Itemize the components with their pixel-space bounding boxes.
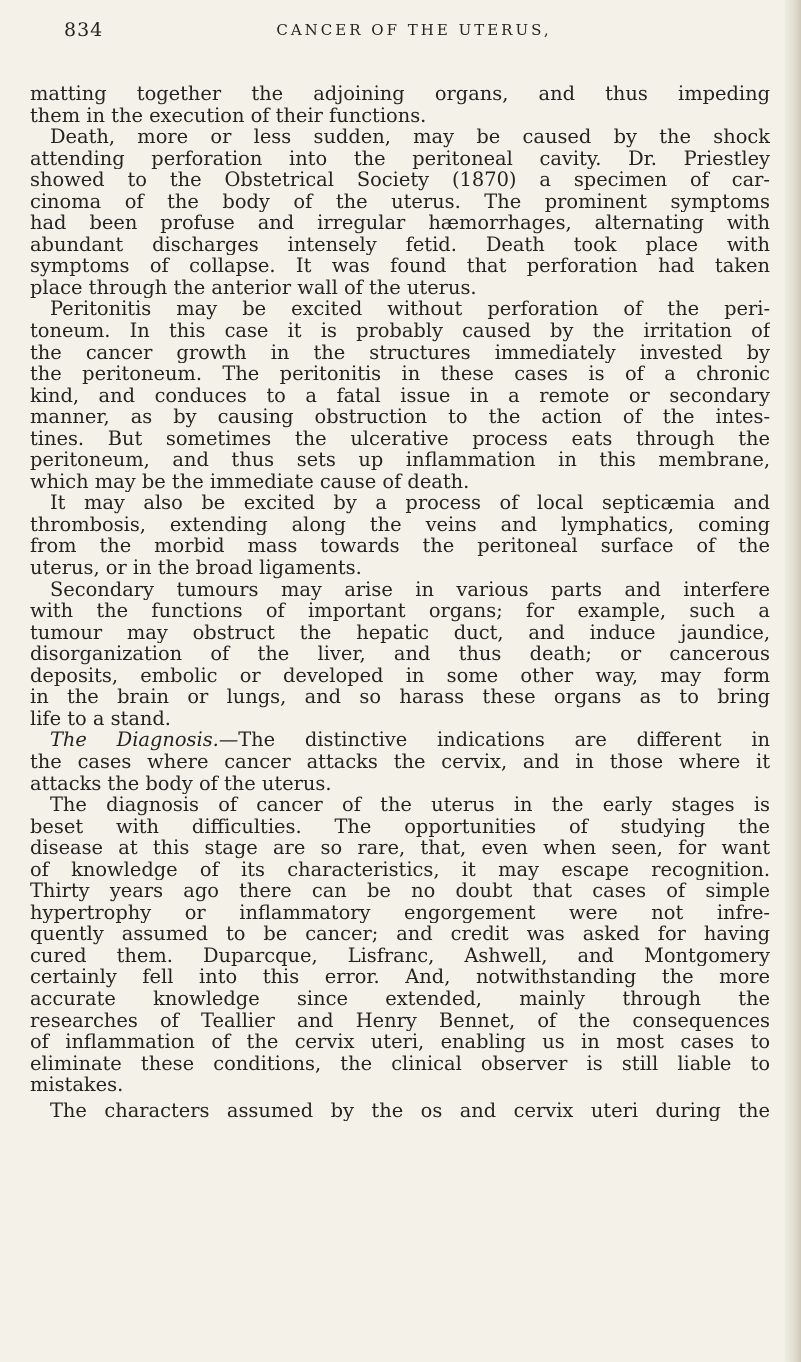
running-title: CANCER OF THE UTERUS, (276, 21, 552, 39)
text-line: toneum. In this case it is probably caused by the irritation of (30, 320, 770, 342)
text-line: which may be the immediate cause of death. (30, 470, 470, 493)
text-line: Thirty years ago there can be no doubt that cases of simple (30, 880, 770, 902)
text-line: The characters assumed by the os and cervix uteri during the (50, 1099, 770, 1122)
text-line: attacks the body of the uterus. (30, 772, 332, 795)
text-line: Death, more or less sudden, may be caused by the shock (50, 126, 770, 148)
text-line: hypertrophy or inflammatory engorgement were not infre- (30, 901, 770, 924)
text-line: uterus, or in the broad ligaments. (30, 557, 362, 579)
text-line: disorganization of the liver, and thus death; or cancerous (30, 643, 770, 665)
text-line: manner, as by causing obstruction to the action of the intes- (30, 406, 770, 428)
text-line: tines. But sometimes the ulcerative process eats through the (30, 427, 770, 450)
text-line: mistakes. (30, 1074, 124, 1096)
text-line: showed to the Obstetrical Society (1870) a specimen of car- (30, 169, 770, 191)
text-line: cinoma of the body of the uterus. The prominent symptoms (30, 190, 770, 213)
text-line: the cases where cancer attacks the cervix, and in those where it (30, 750, 770, 773)
text-line: had been profuse and irregular hæmorrhages, alternating with (30, 212, 770, 234)
text-line: of inflammation of the cervix uteri, enabling us in most cases to (30, 1031, 770, 1053)
text-line: It may also be excited by a process of local septicæmia and (50, 492, 770, 514)
text-line: Secondary tumours may arise in various parts and interfere (50, 578, 770, 601)
text-line: eliminate these conditions, the clinical observer is still liable to (30, 1052, 770, 1075)
text-line: in the brain or lungs, and so harass these organs as to bring (30, 686, 770, 708)
text-line: cured them. Duparcque, Lisfranc, Ashwell, and Montgomery (30, 944, 770, 967)
text-line: kind, and conduces to a fatal issue in a remote or secondary (30, 384, 770, 407)
text-line: the peritoneum. The peritonitis in these cases is of a chronic (30, 363, 770, 385)
diagnosis-heading-text: The distinctive indications are different in (238, 729, 770, 751)
text-line: the cancer growth in the structures immediately invested by (30, 341, 770, 364)
text-line: attending perforation into the peritoneal cavity. Dr. Priestley (30, 147, 770, 170)
text-line: them in the execution of their functions. (30, 104, 427, 127)
text-line: beset with difficulties. The opportunities of studying the (30, 815, 770, 838)
page-edge-shadow (785, 0, 801, 1362)
text-line: The diagnosis of cancer of the uterus in the early stages is (50, 794, 770, 816)
text-line: from the morbid mass towards the peritoneal surface of the (30, 535, 770, 558)
page-number: 834 (64, 19, 104, 41)
text-line: disease at this stage are so rare, that, even when seen, for want (30, 837, 770, 859)
text-line: peritoneum, and thus sets up inflammation in this membrane, (30, 449, 770, 471)
text-line: life to a stand. (30, 707, 171, 730)
diagnosis-heading: The Diagnosis.— (50, 729, 239, 751)
text-line: of knowledge of its characteristics, it may escape recognition. (30, 858, 770, 881)
diagnosis-heading-line (30, 729, 770, 751)
text-line: matting together the adjoining organs, and thus impeding (30, 83, 770, 105)
text-line: place through the anterior wall of the uterus. (30, 276, 477, 299)
text-line: abundant discharges intensely fetid. Death took place with (30, 233, 770, 256)
text-line: thrombosis, extending along the veins and lymphatics, coming (30, 513, 770, 536)
text-line: symptoms of collapse. It was found that perforation had taken (30, 255, 770, 277)
text-line: Peritonitis may be excited without perforation of the peri- (50, 298, 770, 321)
body-text (30, 83, 770, 1121)
text-line: accurate knowledge since extended, mainly through the (30, 987, 770, 1010)
page-header (64, 19, 764, 45)
text-line: deposits, embolic or developed in some other way, may form (30, 664, 770, 687)
text-line: certainly fell into this error. And, notwithstanding the more (30, 966, 770, 988)
text-line: researches of Teallier and Henry Bennet, of the consequences (30, 1009, 770, 1032)
text-line: with the functions of important organs; for example, such a (30, 600, 770, 622)
text-line: quently assumed to be cancer; and credit was asked for having (30, 923, 770, 945)
text-line: tumour may obstruct the hepatic duct, and induce jaundice, (30, 621, 770, 644)
